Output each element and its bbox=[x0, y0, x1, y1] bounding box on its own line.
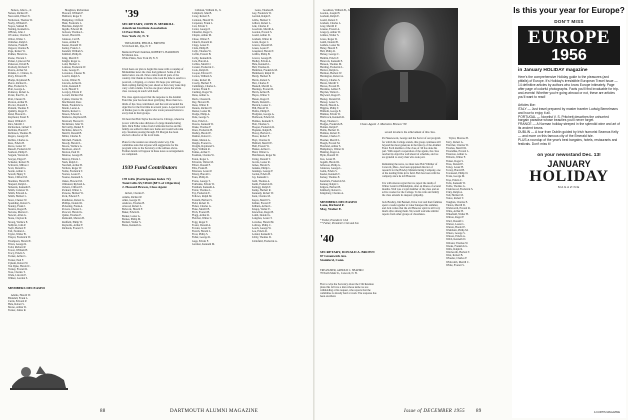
ad-headline: Is this your year for Europe? bbox=[513, 6, 625, 15]
cartoon-illustration bbox=[8, 360, 70, 392]
ad-europe-word: EUROPE bbox=[527, 27, 611, 48]
contributors-list-2: Houghton, Richardson Howard, William F. Hubbard, Roger T. Humphrey, Clifford Hunt, Frederick L. Hutchins, Ralph W. Ingalls, Edward M. Jackson, Thomas L. Jewett, Harold R. Johnson, Carl B. Jones, Arthur E. Keene, Donald W. Kelley, Francis J. Kendall, William S. Kimball, Philip D. King, Merrill T. Knight, Roger A. Ladd, Herbert C. Lamson, Frederick W. Lane, George E. Lawrence, Chester B. Leavitt, Ralph S. Lewis, Walter H. Lincoln, Arthur R. Little, Kenneth F. Lord, Harold T. Lovejoy, Edwin P. Lowell, Richard M. Lyman, Charles W. MacDonald, Ross Mann, Frederick G. Marsh, Lester A. Martin, Robert C. Mason, Edward L. Mathews, Raymond B. Maxwell, Howard J. McAllister, John W. McCarthy, Daniel F. McIntire, Albert S. Merrill, Donald B. Miller, Charles E. Mitchell, Frank R. Moody, Harold L. Moore, Wallace G. Morrison, Alan T. Morton, Paul W. Munroe, George H. Murray, Edwin J. Nash, Ralph C. Newhall, Arthur B. Nichols, Roger W. Noble, Frederick T. Norton, Lester E. Nourse, Kenneth S. Oakes, Howard M. Olmstead, Richard A. Osborn, Clifford E. Packard, Walter L. Parsons, Herbert W. Peck, Edward F. Pendleton, Robert G. Phillips, Donald R. Pickering, Frank A. Powers, Chester L. Prescott, Harold G. Quinn, Thomas E. Ramsdell, Merton B. Redfield, Philip W. Reynolds, Arthur F. Richards, Everett T. bbox=[62, 9, 90, 230]
fund-stats: 178 Gifts (Participation Index 72) Total Gifts $5,749.60 (88% of Objective) J. Howard Brown, Class Agent bbox=[122, 176, 181, 189]
right-page-number: 89 bbox=[476, 409, 482, 414]
class-notes-40: First to wire the Secretary about the 15th Reunion plans this fall was a man whose name we are withholding at his request, who reports that the committee is already hard at work. The response has been excellent. bbox=[320, 282, 378, 299]
treasurer-address: TREASURER, PHILIP A. BREWER 32 Orchard Rd., Rye, N. Y. bbox=[122, 41, 165, 48]
photo-caption: Class Agent J. Marston Brown '39 bbox=[360, 122, 407, 126]
ad-on-sale: on your newsstand Dec. 13! bbox=[537, 153, 601, 159]
contributors-list-r1: Goodman, William B., Jr. Gordon, Joseph H. Gorham, Ralph E. Gould, Robert T. Graham, Charles L. Gray, Merrill P. Greene, Everett A. Gregory, Arthur W. Grimes, Walter S. Gross, Roger D. Guild, Donald B. Guthrie, Lester M. Haley, Harold F. Hall, Philip R. Halsey, George C. Hamlin, Edwin T. Hancock, Kenneth E. Hanson, Thomas M. Harding, Frederick L. Harlow, Ralph G. Harmon, Herbert W. Harrington, Robert A. Harvey, Charles S. Haven, Merrill T. Hawes, Everett B. Hawkins, Arthur F. Hayden, Walter L. Hayward, Roger E. Healey, Donald M. Hersey, Lester S. Hewitt, Harold A. Higgins, Philip T. Hildreth, George E. Hinman, Edwin W. Hitchcock, Kenneth R. Hoag, Thomas C. Hodges, Frederick B. Holden, Ralph F. Hollis, Herbert D. Holman, Robert E. Hooker, Charles T. Hosmer, Merrill L. Hough, Everett M. Howland, Arthur S. Humphreys, Walter D. Hunting, Roger A. Hyde, Donald W. Ives, Lester B. Jaquith, Harold R. Jefferson, Philip G. Johnston, George L. Joslin, Edwin S. Keeler, Kenneth T. Kelsey, Thomas E. Kendrick, Frederick M. Kenney, Ralph C. Kilgore, Herbert B. Kimberly, Robert L. Kingsbury, Charles A. bbox=[320, 9, 351, 196]
contributors-list-4: Callahan, William D., Jr. Campbell, John B. Carey, Robert E. Carleton, Harold W. Carpenter, Frank L. Carr, Edwin T. Carter, George P. Chandler, Roger S. Chapin, Arthur M. Chase, Walter F. Church, Donald R. Clapp, Lester E. Clark, Philip H. Cobb, Thomas W. Coffin, Everett B. Colby, Kenneth R. Cole, Harold A. Collins, Merrill J. Conant, Frederick C. Cook, Ralph D. Cooper, Edward T. Cotton, William S. Crane, Robert M. Crosby, Herbert F. Cummings, Charles L. Currier, Frank E. Cushing, Roger W. Dana, Arthur G. Davis, Chester R. Day, Howard B. Dean, Walter P. Dennis, Richard T. Dexter, Lester M. Dodge, Philip A. Dole, George S. Dow, Edwin L. Downs, Kenneth W. Drake, Thomas F. Drew, Frederick H. Dudley, Harold E. Dunbar, Robert C. Dunn, Merton A. Durgin, Everett G. Dwight, Raymond S. Dyer, William R. Eames, Arthur T. Eastman, Charles W. Eaton, Roger L. Edwards, Walter M. Elliott, Donald F. Ellis, Frank B. Emerson, Lester P. Emery, Harold C. Estes, Philip R. Evans, George T. Fairbanks, Edwin W. Farnham, Kenneth A. Farrar, Thomas L. Fay, Frederick E. Fellows, Ralph M. Fernald, Herbert S. Field, Robert D. Fisher, Charles G. Fiske, Merrill B. Fitch, Everett H. Flagg, Arthur R. Fletcher, Walter C. Fogg, Roger T. Foster, Donald A. Fowler, Lester W. French, Harold L. Frost, Philip S. Fuller, George R. Gage, Edwin F. Gardner, Kenneth M. bbox=[192, 9, 222, 246]
class-year-40: '40 bbox=[320, 232, 335, 245]
ad-body-text: Here's the comprehensive Holiday guide to the pleasures (and pitfalls) of Europe. It's Holiday's irresistible European Travel Issue — 14 definitive articles by authors who know Europe intimately. Page after page of colorful photographs. Facts you'll find invaluable for trip-and-events! Whether you're going abroad or not, these are articles you'll want to read! Articles like: ITALY — Just travel prepared by master traveler Ludwig Bemelmans and how to enjoy it all. PORTUGAL — Novelist V. S. Pritchett describes the unhurried bargain paradise whose beauties you'll never forget. FRANCE — A Norman holiday steeped in the splendid wine and art of its ancient towns. DUBLIN — A tour from Dublin guided by Irish humorist Seamus Kelly — and more on this famous city of the Emerald Isle. PLUS a roundup of the year's best bargains, hotels, restaurants and festivals. Don't miss it! bbox=[518, 75, 620, 147]
left-page-magazine-name: DARTMOUTH ALUMNI MAGAZINE bbox=[170, 409, 259, 414]
class-notes-body: It had been our plan to begin this issue with a roundup of Midsummer news the class had gathered. Some of the items below are old. News came from all parts of the country. Our thanks to those who took the time to send in a postcard, a clipping, or a letter. We hope you will keep them coming during the year ahead so that every issue may carry a full column. It is the one place where the whole class can keep in touch with itself. The class agents report that the response to the Alumni Fund this year has been most gratifying. More than two-thirds of the class contributed, and the total exceeded the objective for the first time in several years. A special word of thanks goes to the agents who wrote personal letters to every man in their groups. We hear that Bob Taylor has moved to Chicago, where he is now with the sales division of a large manufacturing firm. Dick Fuller writes from California that he and his family are settled in their new home and would welcome any classmate passing through. Ed Morgan has been elected a director of his local bank. Plans for the reunion are already under way. The committee asks that anyone with suggestions for the program write to the Secretary at the address above. Further details will appear in these notes as arrangements are completed. bbox=[122, 67, 186, 157]
deceased-list: Adams, Harold W. Blaisdell, Frank L. Curtis, Edward P. Hale, Robert S. Morse, Arthur D. Turner, James R. bbox=[8, 293, 31, 313]
secretary-address-40: SECRETARY, DONALD A. BROWN 87 Greenwich Ave. Stamford, Conn. bbox=[320, 250, 375, 262]
fund-list: Abbott, Charles E. Adams, Richard P. Allen, George W. Andrews, Thomas B. Atwood, Robert L. Babcock, Harold F. Baker, Edwin R. Barker, Lester A. Barnes, Philip M. Bartlett, Walter S. Bates, Kenneth G. bbox=[122, 192, 145, 228]
contributors-list-5: Gates, Thomas B. Gay, Frederick W. Gerrish, Ralph E. Gibbs, Herbert T. Gilbert, Robert L. Gile, Charles P. Goodwin, Merrill A. Gordon, Everett S. Gould, Arthur D. Graham, Walter R. Grant, Roger C. Graves, Donald M. Green, Lester F. Greenleaf, Harold T. Griffin, Philip B. Grover, George H. Hadley, Edwin A. Hale, Kenneth L. Hall, Thomas R. Hamilton, Frederick M. Hammond, Ralph W. Hardy, Herbert E. Harris, Robert S. Hart, Charles F. Haskell, Merrill G. Hastings, Everett D. Hatch, Arthur B. Hayes, Walter T. Hazen, Roger P. Heath, Donald L. Herrick, Lester C. Hill, Harold W. Hobbs, Philip E. Hodgdon, George A. Holbrook, Edwin M. Holmes, Kenneth T. Holt, Thomas S. Hooper, Frederick R. Hopkins, Ralph B. Hovey, Herbert L. Howe, Robert F. Hoyt, Charles D. Hubbell, Merrill E. Hull, Everett W. Hunter, Arthur C. Hurd, Walter G. Hutchinson, Roger M. Irving, Donald T. Jacobs, Lester R. James, Harold S. Jenkins, Philip L. Jennings, George F. Jordan, Edwin B. Joy, Kenneth C. Judd, Thomas A. Keith, Frederick D. Kellogg, Ralph T. Kemp, Herbert R. Kennedy, Robert W. Kent, Charles M. Keyes, Merrill S. Kidder, Everett F. Kilburn, Arthur L. Knapp, Walter E. Knowlton, Roger B. Lamb, Donald G. Langdon, Lester T. Larrabee, Harold M. Lathrop, Philip C. Leach, George W. Lee, Edwin R. Leland, Kenneth S. Libby, Thomas D. Littlefield, Frederick A. bbox=[252, 9, 278, 243]
left-col-5 bbox=[252, 6, 308, 406]
treasurer-address-40: TREASURER, ARNOLD C. SHAPIRO 78 North Main St., Concord, N. H. bbox=[320, 268, 364, 276]
ad-magazine-word: MAGAZINE bbox=[557, 185, 581, 190]
ad-europe-banner bbox=[518, 26, 620, 65]
holiday-advertisement bbox=[512, 4, 626, 418]
left-col-2 bbox=[62, 6, 112, 406]
left-col-4 bbox=[192, 6, 246, 406]
contributors-list-1: Nelson, John G., Jr. Nelson, Richard E. Newcomb, Elbert N. Nicholson, Thomas W. Norby, William E. Noyes, Samuel B. Nutting, Kenneth G. O'Brien, John J. O'Connor, Charles F. Oliver, Walter J. Ormsbee, Ralph J. Osborne, Frank H. Osgood, Charles B. Page, Robert W. Palmer, Harold A. Paone, Vincent J. Parker, Lynwood M. Patterson, David B. Peabody, Richard T. Pearce, Arthur M. Perkins, C. Clinton, Jr. Perry, Edward H. Phelps, Raymond B. Pierce, Richard L. Pike, Frederick S. Platt, George A. Pomeroy, Robert A. Porter, Paul W., Jr. Pratt, Chester N. Preston, Arthur B. Proctor, Donald S. Putnam, Thomas F. Quimby, Roger E. Rand, Howard L. Raymond, Stuart E. Reed, William T. Rice, Merrill J. Richardson, Gilbert T. Robbins, Harold F. Robinson, Thomas H. Rogers, George M. Rollins, Charles A. Ross, Edwin B. Rowe, Lester W. Russell, Frederick W. Sanborn, Philip E. Sargent, Warren R. Sawyer, Edgar F. Schaefer, Robert H. Schwartz, Milton J. Scott, Donald G. Searle, Arthur C. Sewall, Henry T. Shaw, Clifford M. Sherman, Harold B. Shepard, Ralph L. Simonds, Kenneth E. Smith, Carleton W. Smith, Edward A. Smith, Herbert L. Snow, Chester W. Spaulding, Robert S. Stanley, Frank J. Stearns, Roger B. Stevens, Merton C. Stewart, Allan G. Stone, Clayton R. Strong, Wallace E. Sullivan, John P. Swift, Herbert F. Taft, Norman L. Taylor, Walter B. Thayer, Frederick W. Thompson, Harold E. Tilton, George R. Todd, Richard P. Tower, William H. Tracy, Edwin S. Tucker, Arthur L. Turner, Paul F. Upham, Robert W. Van Dyke, Harold C. Varney, Everett R. Vose, Charles T. Wade, Lincoln E. Walker, Gordon S. bbox=[8, 9, 33, 281]
ad-curtis: A CURTIS MAGAZINE bbox=[593, 411, 620, 414]
deceased-heading: MEMBERS DECEASED bbox=[8, 285, 45, 290]
left-page-number: 88 bbox=[100, 409, 106, 414]
ad-dont-miss: DON'T MISS bbox=[554, 19, 584, 24]
fund-contributors-heading: 1939 Fund Contributors bbox=[122, 164, 178, 171]
right-deceased: MEMBERS DECEASED Lane, Richard F. May, Walter E. bbox=[320, 199, 357, 212]
class-notes-continued: second income is the achievement of this class. Pat Skeewoods, George and the Secret of our program for which the College stands, this group continues still beyond the most generous in the history of the Alumni Fund. Each member of the class of '40 has done his part. With superb cooperation of the agents, the class reached its objective well ahead of schedule, and we are grateful to every man who took part. Remaining the news, we must note Bob Whittier of Concord, Mass., has been appointed director of research for the Hawley Manufacturing Company, one of the leading firms in its field. Bob has been with the company since he left Hanover. It is with sincere regret that we report the death of Walter Grant in Philadelphia, after an illness of several months. Walt was a loyal member of the class and an active worker for the College. To his wife and family the class extends its deepest sympathy. Jack Bradley, Jim Bennett, Dave Carr and their families spent a week together at Lake Sunapee this summer, and Jack writes that the old Hanover spirit is still very much alive among them. We would welcome similar reports from other groups of classmates. bbox=[382, 131, 442, 217]
ad-year: 1956 bbox=[551, 47, 587, 64]
memorial-chairman: Memorial Fund Chairman, ROBERT S. HARRISON 82 Marion Ave. White Plains, New York 28, N. Y. bbox=[122, 51, 180, 61]
contributors-list-r2: Taylor, Monroe B. Terry, Robert A. Thatcher, Charles W. Thomas, Merrill R. Thorndike, Everett L. Thurston, Arthur G. Tibbetts, Walter F. Tinker, Roger S. Titus, Donald E. Tobey, Lester H. Torrey, Harold B. Townsend, Philip D. Trask, George M. True, Edwin C. Tufts, Kenneth W. Tuttle, Thomas G. Underwood, Frederick S. Utley, Ralph A. Vail, Herbert M. Vance, Robert T. Vaughan, Charles E. Vinton, Merrill D. Wadsworth, Everett R. Waite, Arthur B. Wakefield, Walter H. Walton, Roger F. Ward, Donald C. Warner, Lester L. Warren, Harold E. Washburn, Philip M. Waters, George S. Watson, Edwin A. Webb, Kenneth D. Webster, Thomas W. Weeks, Frederick G. Wells, Ralph R. Wentworth, Herbert T. West, Robert B. Wheeler, Charles F. Whitcomb, Merrill C. White, Everett S. bbox=[446, 137, 474, 267]
left-col-3 bbox=[122, 6, 186, 406]
class-year-39: '39 bbox=[124, 8, 139, 21]
right-page-issue: Issue of DECEMBER 1955 bbox=[404, 409, 465, 414]
secretary-address: SECRETARY, JOHN B. MERRILL American Institute Association 14 East 56th St. New York 22, N. Y. bbox=[122, 22, 175, 38]
ad-in-holiday: in January HOLIDAY magazine bbox=[518, 68, 588, 73]
portrait-photo bbox=[350, 8, 458, 120]
page-gutter bbox=[313, 0, 315, 420]
right-col-2-lower bbox=[382, 128, 442, 406]
left-col-1 bbox=[8, 6, 58, 351]
ad-january: JANUARY bbox=[547, 159, 591, 170]
ad-holiday-logo: HOLIDAY bbox=[529, 168, 609, 186]
star-footnote: * Father, President's Club ** Father, President's Club and Son bbox=[320, 219, 359, 226]
